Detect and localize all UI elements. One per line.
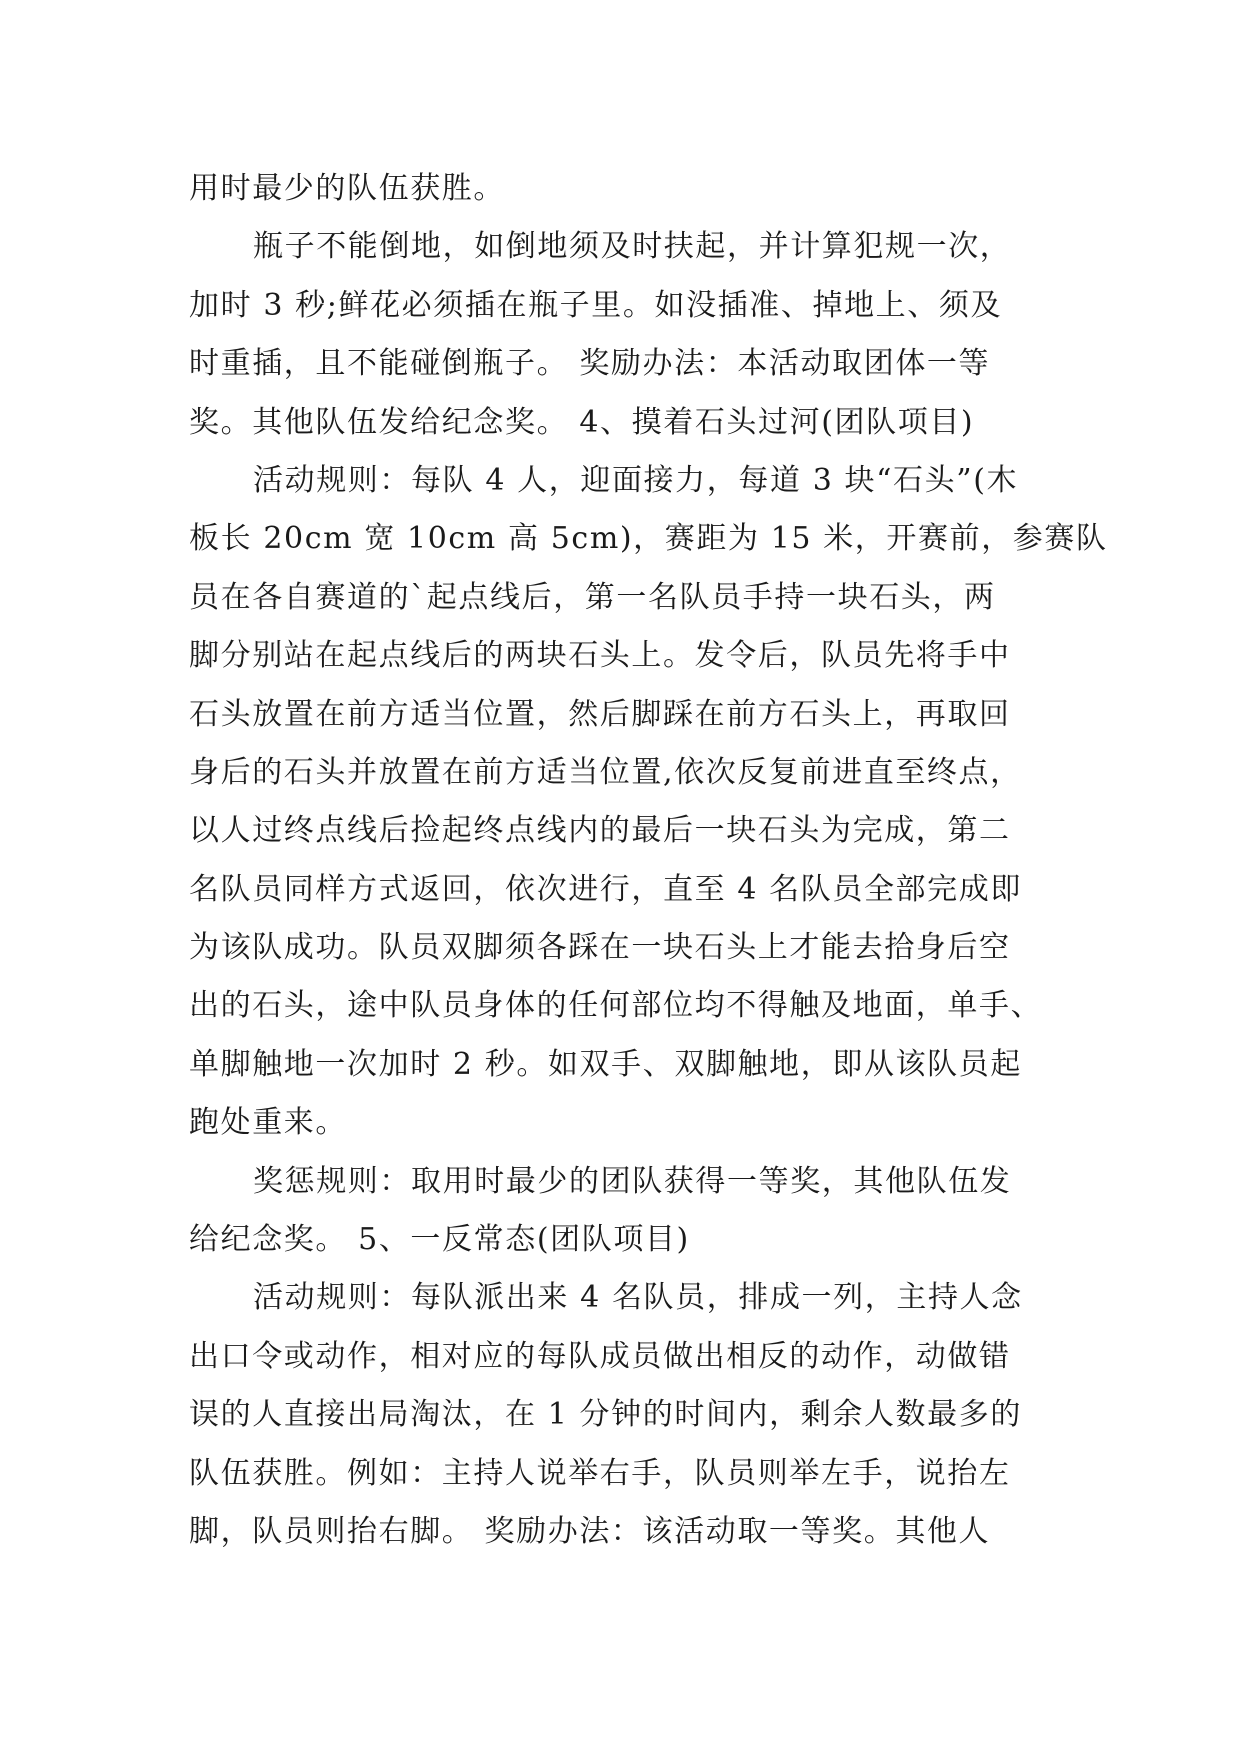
- text-line-24: 脚，队员则抬右脚。 奖励办法：该活动取一等奖。其他人: [189, 1513, 991, 1549]
- text-line-21: 出口令或动作，相对应的每队成员做出相反的动作，动做错: [189, 1338, 1011, 1374]
- text-line-20: 活动规则：每队派出来 4 名队员，排成一列，主持人念: [253, 1280, 1023, 1316]
- text-line-4: 时重插，且不能碰倒瓶子。 奖励办法：本活动取团体一等: [189, 346, 991, 382]
- text-line-23: 队伍获胜。例如：主持人说举右手，队员则举左手，说抬左: [189, 1455, 1011, 1491]
- text-line-18: 奖惩规则：取用时最少的团队获得一等奖，其他队伍发: [253, 1163, 1012, 1199]
- text-line-11: 身后的石头并放置在前方适当位置,依次反复前进直至终点，: [189, 754, 1022, 790]
- text-line-13: 名队员同样方式返回，依次进行，直至 4 名队员全部完成即: [189, 871, 1022, 907]
- text-line-14: 为该队成功。队员双脚须各踩在一块石头上才能去拾身后空: [189, 930, 1011, 966]
- text-line-6: 活动规则：每队 4 人，迎面接力，每道 3 块“石头”(木: [253, 462, 1019, 498]
- text-line-10: 石头放置在前方适当位置，然后脚踩在前方石头上，再取回: [189, 696, 1011, 732]
- text-line-3: 加时 3 秒;鲜花必须插在瓶子里。如没插准、掉地上、须及: [189, 287, 1003, 323]
- text-line-9: 脚分别站在起点线后的两块石头上。发令后，队员先将手中: [189, 638, 1011, 674]
- text-line-22: 误的人直接出局淘汰，在 1 分钟的时间内，剩余人数最多的: [189, 1397, 1022, 1433]
- text-line-12: 以人过终点线后捡起终点线内的最后一块石头为完成，第二: [189, 813, 1011, 849]
- text-line-16: 单脚触地一次加时 2 秒。如双手、双脚触地，即从该队员起: [189, 1046, 1022, 1082]
- text-line-7: 板长 20cm 宽 10cm 高 5cm)，赛距为 15 米，开赛前，参赛队: [189, 521, 1108, 557]
- text-line-5: 奖。其他队伍发给纪念奖。 4、摸着石头过河(团队项目): [189, 404, 975, 440]
- text-line-15: 出的石头，途中队员身体的任何部位均不得触及地面，单手、: [189, 988, 1043, 1024]
- text-line-19: 给纪念奖。 5、一反常态(团队项目): [189, 1222, 690, 1258]
- text-line-8: 员在各自赛道的`起点线后，第一名队员手持一块石头，两: [189, 579, 996, 615]
- document-body: [189, 160, 1108, 1561]
- text-line-17: 跑处重来。: [189, 1105, 347, 1141]
- text-line-2: 瓶子不能倒地，如倒地须及时扶起，并计算犯规一次，: [253, 229, 1012, 265]
- text-line-1: 用时最少的队伍获胜。: [189, 171, 505, 206]
